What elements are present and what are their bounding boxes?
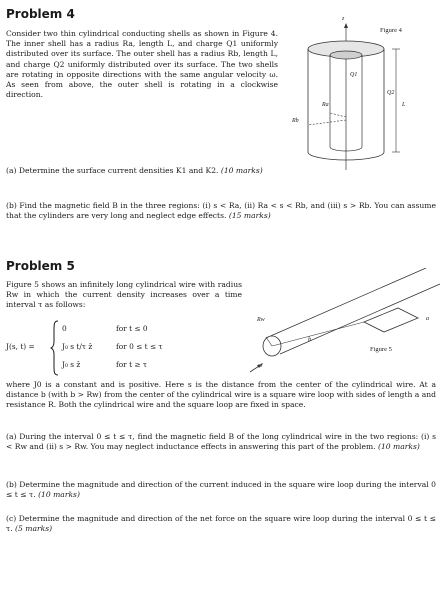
figure-5 bbox=[246, 268, 442, 378]
ra-radius-line bbox=[330, 113, 346, 117]
b-distance-line bbox=[272, 322, 364, 346]
problem-5-part-b-text: (b) Determine the magnitude and direction of the current induced in the square wire loop during the interval 0 ≤ t ≤ τ. bbox=[6, 480, 436, 500]
square-loop bbox=[364, 308, 418, 332]
problem-5-part-c bbox=[6, 514, 436, 534]
problem-5-heading: Problem 5 bbox=[6, 259, 75, 273]
ra-label: Ra bbox=[322, 102, 329, 108]
problem-4-part-a-marks: (10 marks) bbox=[220, 166, 263, 175]
problem-4-body: Consider two thin cylindrical conducting shells as shown in Figure 4. The inner shell has a radius Ra, length L, and charge Q1 uniformly distributed over its surface. The outer shell has a radius Rb, length L, and charge Q2 uniformly distributed over its surface. The two shells are rotating in opposite directions with the same angular velocity ω. As seen from above, the outer shell is rotating in a clockwise direction. bbox=[6, 29, 278, 100]
problem-4-part-a bbox=[6, 166, 278, 176]
problem-5-intro: Figure 5 shows an infinitely long cylindrical wire with radius Rw in which the current density increases over a time interval τ as follows: bbox=[6, 280, 242, 310]
problem-5-part-c-marks: (5 marks) bbox=[15, 524, 53, 534]
figure-4 bbox=[286, 16, 442, 172]
problem-4-part-b bbox=[6, 201, 436, 221]
figure-5-drawing bbox=[246, 268, 442, 378]
figure-4-caption: Figure 4 bbox=[380, 27, 402, 34]
problem-4-part-a-text: (a) Determine the surface current densities K1 and K2. bbox=[6, 166, 219, 175]
j-label: J bbox=[260, 363, 263, 369]
figure-4-drawing bbox=[286, 22, 442, 172]
q2-label: Q2 bbox=[387, 90, 395, 96]
problem-4-part-b-marks: (15 marks) bbox=[228, 211, 271, 221]
z-axis-arrow bbox=[344, 23, 348, 28]
problem-5-part-b bbox=[6, 480, 436, 500]
b-label: b bbox=[308, 337, 311, 343]
problem-5-part-a-marks: (10 marks) bbox=[378, 442, 420, 452]
case-3-expr: J₀ s ẑ bbox=[62, 360, 81, 369]
rb-label: Rb bbox=[292, 118, 299, 124]
equation-lhs: J(s, t) = bbox=[6, 342, 35, 351]
case-3-cond: for t ≥ τ bbox=[116, 360, 148, 369]
length-label: L bbox=[402, 102, 406, 108]
a-label: a bbox=[426, 316, 429, 322]
wire-top-edge bbox=[266, 268, 426, 338]
case-1-cond: for t ≤ 0 bbox=[116, 324, 148, 333]
case-2-cond: for 0 ≤ t ≤ τ bbox=[116, 342, 163, 351]
problem-4-heading: Problem 4 bbox=[6, 7, 75, 21]
figure-5-caption: Figure 5 bbox=[370, 346, 392, 353]
case-1-expr: 0 bbox=[62, 324, 67, 333]
problem-5-part-a-text: (a) During the interval 0 ≤ t ≤ τ, find the magnetic field B of the long cylindrical wire in the two regions: (i) s < Rw and (ii) s > Rw. You may neglect inductance effects in answering this part of the problem. bbox=[6, 432, 436, 452]
problem-4-part-b-text: (b) Find the magnetic field B in the three regions: (i) s < Ra, (ii) Ra < s < Rb, and (iii) s > Rb. You can assume that the cylinders are very long and neglect edge effects. bbox=[6, 201, 436, 221]
rb-radius-line bbox=[308, 120, 346, 125]
problem-5-part-b-marks: (10 marks) bbox=[38, 490, 80, 500]
current-density-equation bbox=[6, 318, 206, 378]
z-axis-label: z bbox=[342, 16, 345, 22]
problem-5-after: where J0 is a constant and is positive. Here s is the distance from the center of the cylindrical wire. At a distance b (with b > Rw) from the center of the cylindrical wire is a square wire loop with sides of length a and resistance R. Both the cylindrical wire and the square loop are fixed in space. bbox=[6, 380, 436, 410]
cases-brace bbox=[50, 320, 60, 376]
problem-5-part-c-text: (c) Determine the magnitude and direction of the net force on the square wire loop during the interval 0 ≤ t ≤ τ. bbox=[6, 514, 436, 534]
case-2-expr: J₀ s t/τ ẑ bbox=[62, 342, 93, 351]
q1-label: Q1 bbox=[350, 72, 358, 78]
problem-5-part-a bbox=[6, 432, 436, 452]
inner-shell-top bbox=[330, 51, 362, 59]
rw-label: Rw bbox=[257, 317, 265, 323]
